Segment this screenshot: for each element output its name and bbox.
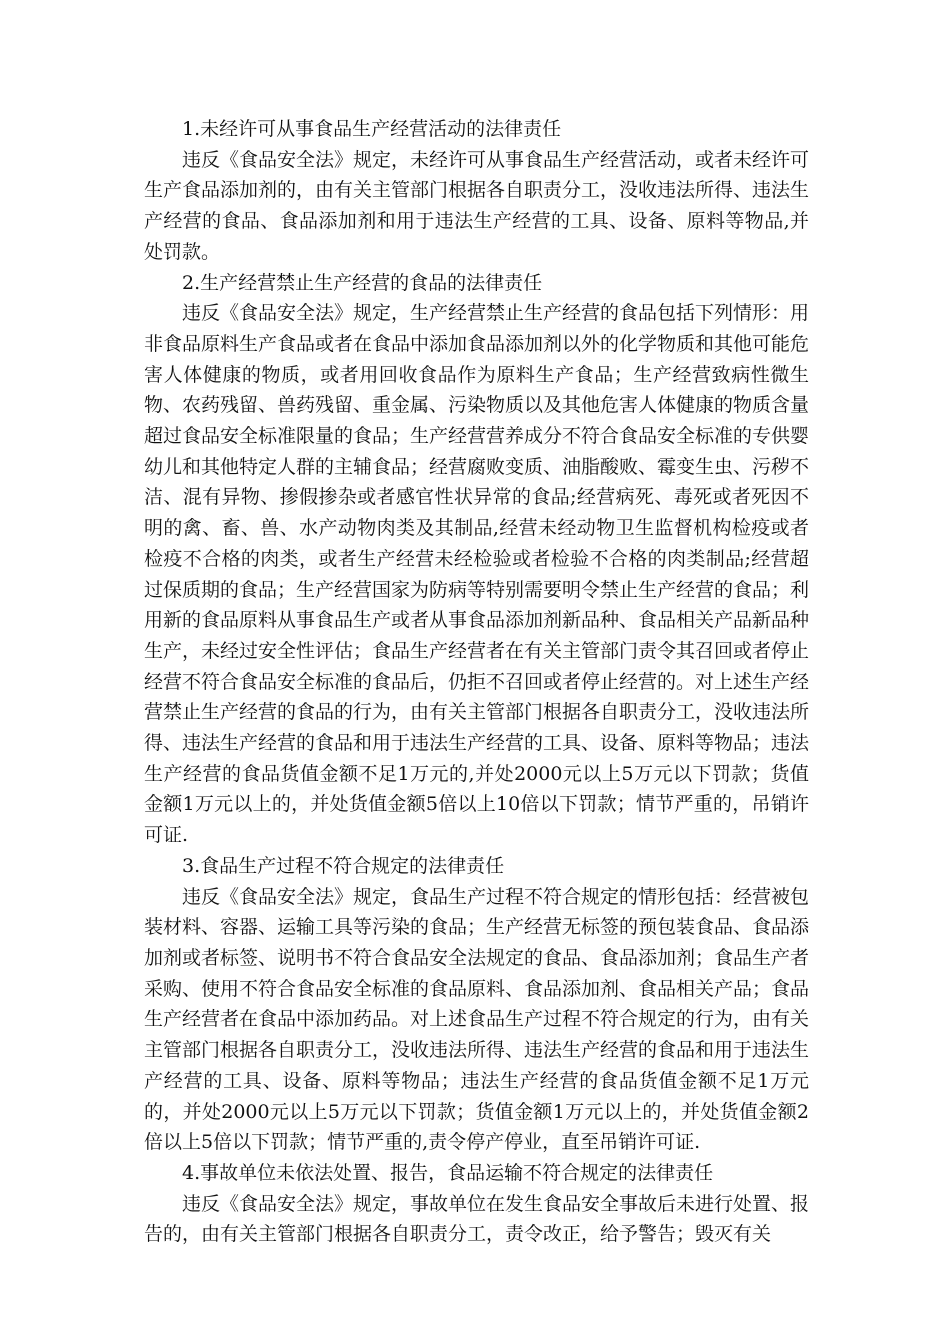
section-body-1: 违反《食品安全法》规定，未经许可从事食品生产经营活动，或者未经许可生产食品添加剂的，由有关主管部门根据各自职责分工，没收违法所得、违法生产经营的食品、食品添加剂和用于违法生产经营的工具、设备、原料等物品,并处罚款。 [144, 148, 810, 263]
section-heading-2: 2.生产经营禁止生产经营的食品的法律责任 [182, 271, 543, 294]
section-body-3: 违反《食品安全法》规定，食品生产过程不符合规定的情形包括：经营被包装材料、容器、运输工具等污染的食品；生产经营无标签的预包装食品、食品添加剂或者标签、说明书不符合食品安全法规定的食品、食品添加剂；食品生产者采购、使用不符合食品安全标准的食品原料、食品添加剂、食品相关产品；食品生产经营者在食品中添加药品。对上述食品生产过程不符合规定的行为，由有关主管部门根据各自职责分工，没收违法所得、违法生产经营的食品和用于违法生产经营的工具、设备、原料等物品；违法生产经营的食品货值金额不足1万元的，并处2000元以上5万元以下罚款；货值金额1万元以上的，并处货值金额2倍以上5倍以下罚款；情节严重的,责令停产停业，直至吊销许可证. [144, 885, 810, 1154]
section-body-2: 违反《食品安全法》规定，生产经营禁止生产经营的食品包括下列情形：用非食品原料生产食品或者在食品中添加食品添加剂以外的化学物质和其他可能危害人体健康的物质，或者用回收食品作为原料生产食品；生产经营致病性微生物、农药残留、兽药残留、重金属、污染物质以及其他危害人体健康的物质含量超过食品安全标准限量的食品；生产经营营养成分不符合食品安全标准的专供婴幼儿和其他特定人群的主辅食品；经营腐败变质、油脂酸败、霉变生虫、污秽不洁、混有异物、掺假掺杂或者感官性状异常的食品;经营病死、毒死或者死因不明的禽、畜、兽、水产动物肉类及其制品,经营未经动物卫生监督机构检疫或者检疫不合格的肉类，或者生产经营未经检验或者检验不合格的肉类制品;经营超过保质期的食品；生产经营国家为防病等特别需要明令禁止生产经营的食品；利用新的食品原料从事食品生产或者从事食品添加剂新品种、食品相关产品新品种生产，未经过安全性评估；食品生产经营者在有关主管部门责令其召回或者停止经营不符合食品安全标准的食品后，仍拒不召回或者停止经营的。对上述生产经营禁止生产经营的食品的行为，由有关主管部门根据各自职责分工，没收违法所得、违法生产经营的食品和用于违法生产经营的工具、设备、原料等物品；违法生产经营的食品货值金额不足1万元的,并处2000元以上5万元以下罚款；货值金额1万元以上的，并处货值金额5倍以上10倍以下罚款；情节严重的，吊销许可证. [144, 302, 810, 847]
section-heading-3: 3.食品生产过程不符合规定的法律责任 [182, 854, 505, 877]
document-page [144, 114, 809, 1250]
section-heading-4: 4.事故单位未依法处置、报告，食品运输不符合规定的法律责任 [182, 1161, 714, 1184]
section-heading-1: 1.未经许可从事食品生产经营活动的法律责任 [182, 118, 562, 140]
section-body-4: 违反《食品安全法》规定，事故单位在发生食品安全事故后未进行处置、报告的，由有关主管部门根据各自职责分工，责令改正，给予警告；毁灭有关 [144, 1192, 810, 1246]
